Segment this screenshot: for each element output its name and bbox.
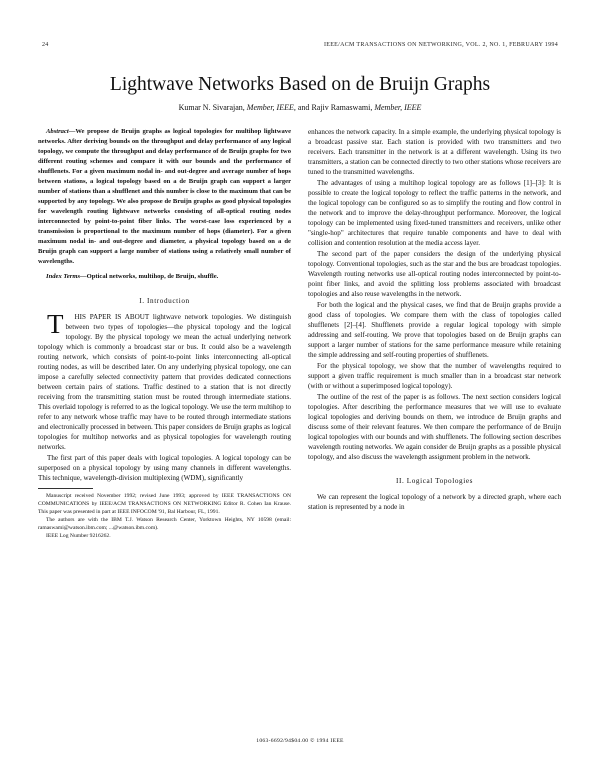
index-terms	[38, 272, 291, 282]
right-column	[308, 127, 561, 512]
left-column	[38, 127, 291, 540]
intro-paragraph-1	[38, 309, 291, 452]
right-paragraph-6: The outline of the rest of the paper is as follows. The next section considers logical topologies. After describing the performance measures that we will use to evaluate logical topologies and deriving bounds on them, we introduce de Bruijn graphs and discuss some of their relevant features. We then compare the performance of de Bruijn logical topologies with our bounds and with shufflenets. The following section describes wavelength routing networks. We again consider de Bruijn graphs as a possible physical topology, and also discuss the wavelength assignment problem in the network.	[308, 393, 561, 461]
index-terms-label: Index Terms—	[46, 273, 87, 280]
drop-cap: T	[47, 309, 64, 339]
copyright-line: 1063-6692/94$04.00 © 1994 IEEE	[256, 738, 344, 744]
abstract-label: Abstract—	[46, 128, 76, 135]
journal-name: IEEE/ACM TRANSACTIONS ON NETWORKING, VOL. 2, NO. 1, FEBRUARY 1994	[323, 42, 558, 48]
footnote-authors: The authors are with the IBM T.J. Watson Research Center, Yorktown Heights, NY 10598 (email: ramaswami@watson.ibm.com; ...@watson.ibm.com).	[38, 517, 291, 531]
footnote-ieee-log: IEEE Log Number 9216262.	[46, 533, 111, 539]
footnote-manuscript: Manuscript received November 1992; revised June 1993; approved by IEEE TRANSACTIONS ON COMMUNICATIONS by IEEE/ACM TRANSACTIONS ON NETWORKING Editor R. Cohen Ian Krause. This paper was presented in part at IEEE INFOCOM '91, Bal Harbour, FL, 1991.	[38, 493, 291, 515]
index-terms-text: Optical networks, multihop, de Bruijn, shuffle.	[86, 273, 219, 280]
section-heading-logical-topologies: II. Logical Topologies	[395, 477, 474, 485]
right-paragraph-3: The second part of the paper considers the design of the underlying physical topology. Conventional topologies, such as the star and the bus are broadcast topologies. Wavelength routing networks use all-optical routing nodes interconnected by point-to-point fiber links, and avoid the splitting loss problems associated with broadcast topologies and also reuse wavelengths in the network.	[308, 250, 561, 298]
right-paragraph-5: For the physical topology, we show that the number of wavelengths required to support a given traffic requirement is much smaller than in a broadcast star network (with or without a superimposed logical topology).	[308, 362, 561, 390]
right-paragraph-4: For both the logical and the physical cases, we find that de Bruijn graphs provide a good class of topologies. We compare them with the class of topologies called shufflenets [2]–[4]. Shufflenets provide a regular logical topology with simple addressing and self-routing. We prove that topologies based on de Bruijn graphs can support a larger number of stations for the same performance measure while retaining the simple addressing and self-routing properties of shufflenets.	[308, 301, 561, 359]
intro-paragraph-1-text: lightwave network topologies. We distinguish between two types of topologies—the physical topology and the logical topology. By the physical topology we mean the actual underlying network topology which is commonly a broadcast star or bus. It could also be a wavelength routing network, which consists of point-to-point links interconnecting all-optical routing nodes, as will be described later. On any underlying physical topology, one can impose a carefully selected connectivity pattern that provides dedicated connections between certain pairs of stations. Traffic destined to a station that is not directly receiving from the transmitting station must be routed through intermediate stations. This overlaid topology is referred to as the logical topology. We use the term multihop to refer to any network whose traffic may have to be routed through intermediate stations and electronically processed in between. This paper considers de Bruijn graphs as logical topologies for multihop networks and as physical topologies for wavelength routing networks.	[38, 313, 291, 451]
author-2: Rajiv Ramaswami,	[311, 103, 373, 112]
author-conjunction: and	[297, 103, 310, 112]
intro-paragraph-2: The first part of this paper deals with logical topologies. A logical topology can be superposed on a physical topology by using many channels in different wavelengths. This technique, wavelength-division multiplexing (WDM), significantly	[38, 454, 291, 482]
page-number: 24	[42, 42, 49, 48]
author-1: Kumar N. Sivarajan,	[178, 103, 245, 112]
paper-title: Lightwave Networks Based on de Bruijn Graphs	[109, 74, 491, 95]
abstract-text: We propose de Bruijn graphs as logical topologies for multihop lightwave networks. After deriving bounds on the throughput and delay performance of any logical topology, we compute the throughput and delay performance of de Bruijn graphs for two different routing schemes and compare it with our bounds and the performance of shufflenets. For a given maximum nodal in- and out-degree and average number of hops between stations, a logical topology based on a de Bruijn graph can support a larger number of stations than a shufflenet and this number is close to the maximum that can be supported by any topology. We also propose de Bruijn graphs as good physical topologies for wavelength routing lightwave networks consisting of all-optical routing nodes interconnected by point-to-point fiber links. The worst-case loss experienced by a transmission is proportional to the maximum number of hops (diameter). For a given maximum nodal in- and out-degree and diameter, a physical topology based on a de Bruijn graph can support a large number of stations using a relatively small number of wavelengths.	[38, 128, 291, 265]
author-2-affiliation: Member, IEEE	[374, 103, 422, 112]
right-paragraph-7: We can represent the logical topology of a network by a directed graph, where each station is represented by a node in	[308, 493, 561, 511]
section-heading-introduction: I. Introduction	[139, 297, 190, 305]
footnote-divider	[38, 488, 93, 489]
abstract	[38, 127, 291, 267]
author-1-affiliation: Member, IEEE,	[246, 103, 296, 112]
right-paragraph-2: The advantages of using a multihop logical topology are as follows [1]–[3]: It is possible to create the logical topology to reflect the traffic patterns in the network, and the logical topology can be configured so as to simplify the routing and flow control in the network and to improve the delay-throughput performance. Moreover, the logical topology can be implemented using fixed-tuned transmitters and receivers, unlike other "single-hop" architectures that require tunable components and have to deal with collision and contention resolution at the media access layer.	[308, 179, 561, 247]
running-head	[42, 42, 558, 48]
intro-lead: HIS PAPER IS ABOUT	[74, 313, 150, 321]
author-line	[0, 103, 600, 112]
right-paragraph-1: enhances the network capacity. In a simple example, the underlying physical topology is a broadcast passive star. Each station is provided with two transmitters and two receivers. Each transmitter in the network is at a different wavelength. Using its two transmitters, a station can be connected directly to two other stations whose receivers are tuned to the transmitted wavelengths.	[308, 128, 561, 176]
